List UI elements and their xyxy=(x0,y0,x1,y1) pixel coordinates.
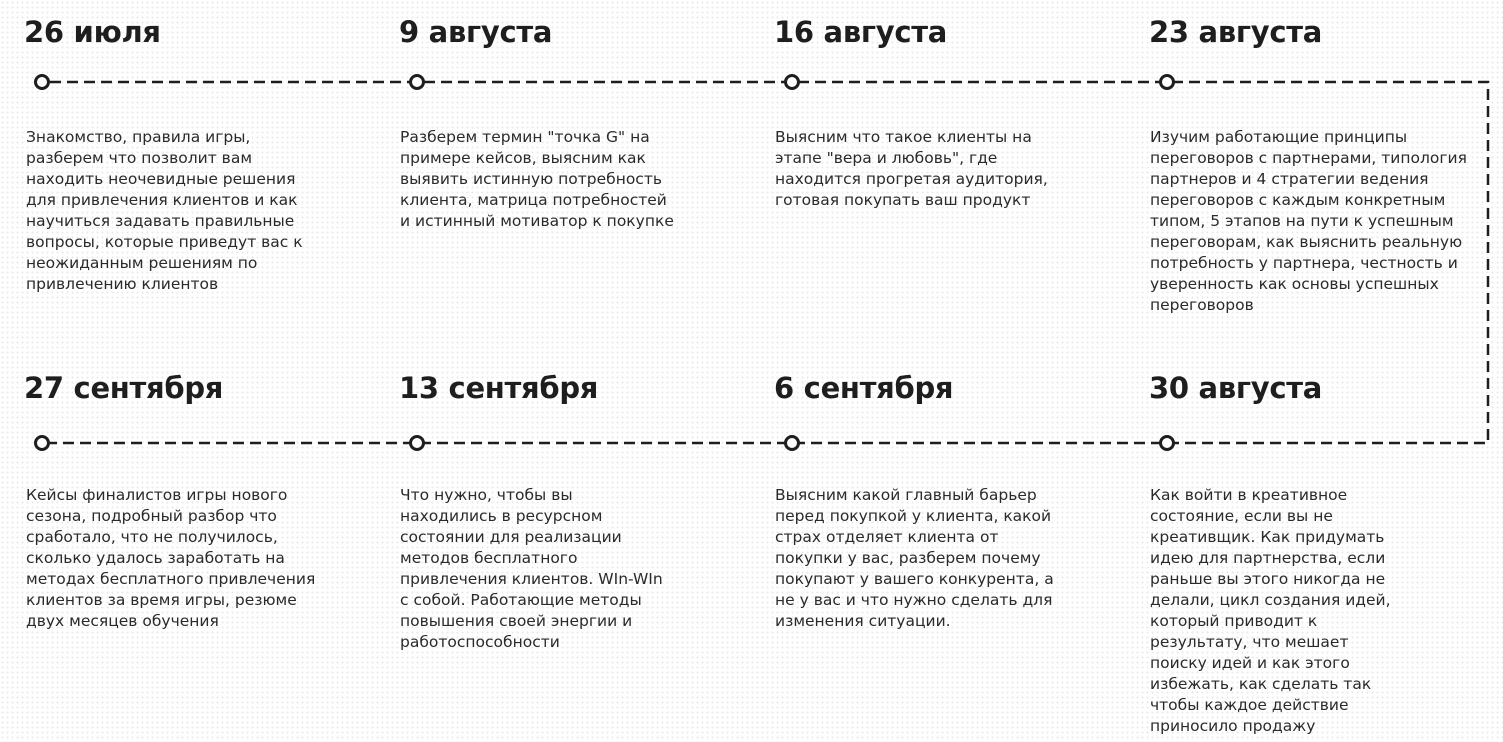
timeline-node-6 xyxy=(784,435,800,451)
step-date: 16 августа xyxy=(774,15,947,49)
step-description: Изучим работающие принципы переговоров с партнерами, типология партнеров и 4 стратегии ведения переговоров с каждым конкретным типом, 5 этапов на пути к успешным переговорам, как выяснить реальную потребность у партнера, честность и уверенность как основы успешных переговоров xyxy=(1150,128,1467,314)
step-date: 13 сентября xyxy=(399,371,599,405)
timeline-node-2 xyxy=(409,74,425,90)
step-description: Выясним что такое клиенты на этапе "вера и любовь", где находится прогретая аудитория, готовая покупать ваш продукт xyxy=(775,128,1048,209)
step-description: Выясним какой главный барьер перед покупкой у клиента, какой страх отделяет клиента от покупки у вас, разберем почему покупают у вашего конкурента, а не у вас и что нужно сделать для изменения ситуации. xyxy=(775,486,1054,630)
timeline-node-4 xyxy=(1159,74,1175,90)
timeline-node-1 xyxy=(34,74,50,90)
step-date: 23 августа xyxy=(1149,15,1322,49)
step-description: Как войти в креативное состояние, если вы не креативщик. Как придумать идею для партнерства, если раньше вы этого никогда не делали, цикл создания идей, который приводит к результату, что мешает поиску идей и как этого избежать, как сделать так чтобы каждое действие приносило продажу xyxy=(1150,486,1391,735)
timeline-node-5 xyxy=(1159,435,1175,451)
timeline-node-8 xyxy=(34,435,50,451)
step-date: 26 июля xyxy=(24,15,161,49)
step-date: 27 сентября xyxy=(24,371,224,405)
step-description: Что нужно, чтобы вы находились в ресурсном состоянии для реализации методов бесплатного привлечения клиентов. WIn-WIn с собой. Работающие методы повышения своей энергии и работоспособности xyxy=(400,486,663,651)
step-description: Разберем термин "точка G" на примере кейсов, выясним как выявить истинную потребность клиента, матрица потребностей и истинный мотиватор к покупке xyxy=(400,128,674,230)
step-description: Знакомство, правила игры, разберем что позволит вам находить неочевидные решения для привлечения клиентов и как научиться задавать правильные вопросы, которые приведут вас к неожиданным решениям по привлечению клиентов xyxy=(26,128,303,293)
step-date: 9 августа xyxy=(399,15,553,49)
step-description: Кейсы финалистов игры нового сезона, подробный разбор что сработало, что не получилось, сколько удалось заработать на методах бесплатного привлечения клиентов за время игры, резюме двух месяцев обучения xyxy=(26,486,316,630)
timeline-node-3 xyxy=(784,74,800,90)
step-date: 30 августа xyxy=(1149,371,1322,405)
timeline-node-7 xyxy=(409,435,425,451)
step-date: 6 сентября xyxy=(774,371,954,405)
